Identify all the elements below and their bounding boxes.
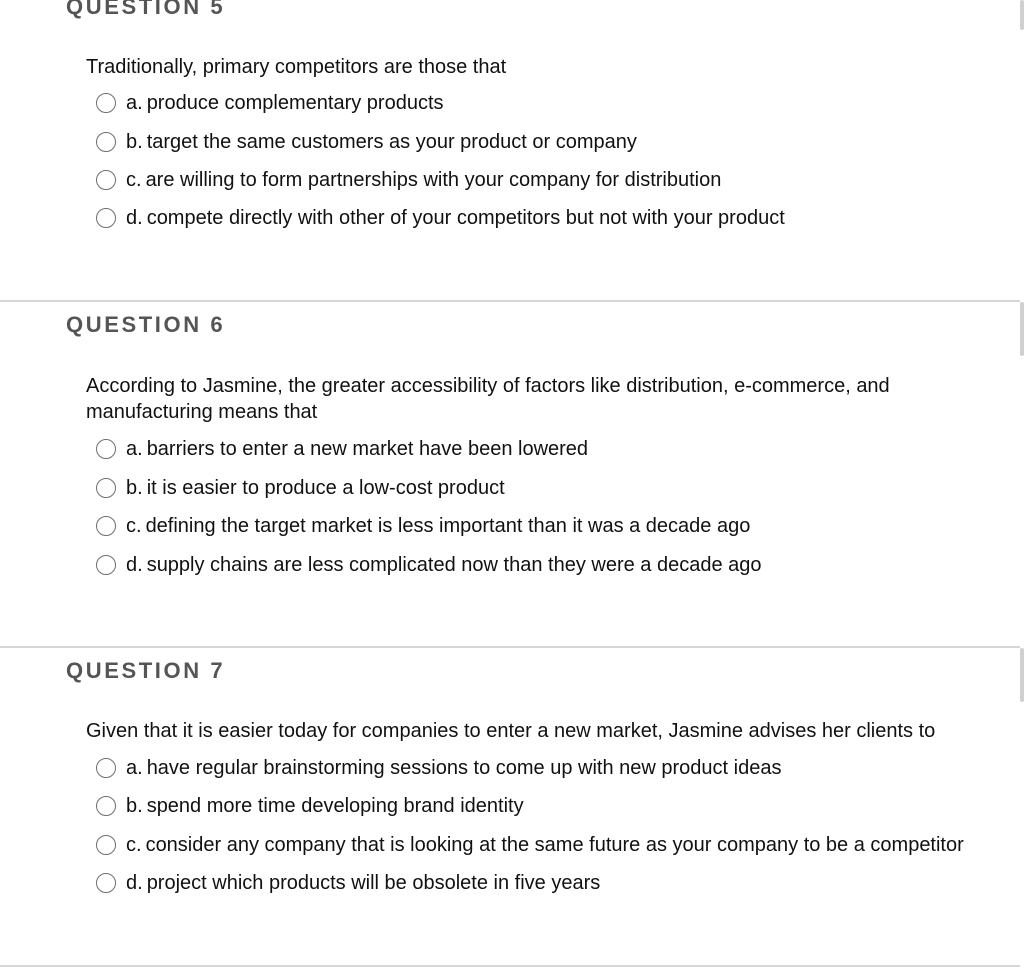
radio-button[interactable] xyxy=(96,93,116,113)
option-letter: b. xyxy=(126,130,143,153)
option-letter: a. xyxy=(126,437,143,460)
option-letter: c. xyxy=(126,514,142,537)
question-6-title: QUESTION 6 xyxy=(66,312,226,337)
question-5-text: Traditionally, primary competitors are those that xyxy=(86,56,507,78)
radio-button[interactable] xyxy=(96,555,116,575)
option-text: are willing to form partnerships with your company for distribution xyxy=(145,168,722,191)
question-7-text: Given that it is easier today for companies to enter a new market, Jasmine advises her clients to xyxy=(86,720,936,742)
question-6-option-a[interactable] xyxy=(96,436,588,462)
question-divider xyxy=(0,965,1020,967)
question-5-option-b[interactable] xyxy=(96,129,637,155)
option-letter: a. xyxy=(126,756,143,779)
radio-button[interactable] xyxy=(96,873,116,893)
option-text: have regular brainstorming sessions to come up with new product ideas xyxy=(146,756,782,779)
option-letter: b. xyxy=(126,794,143,817)
question-6-option-d[interactable] xyxy=(96,552,762,578)
radio-button[interactable] xyxy=(96,835,116,855)
question-6-option-c[interactable] xyxy=(96,513,750,539)
radio-button[interactable] xyxy=(96,516,116,536)
question-6-option-b[interactable] xyxy=(96,475,505,501)
question-5-option-c[interactable] xyxy=(96,167,721,193)
option-letter: c. xyxy=(126,833,142,856)
question-5-option-a[interactable] xyxy=(96,90,444,116)
question-7-option-d[interactable] xyxy=(96,870,600,896)
radio-button[interactable] xyxy=(96,478,116,498)
radio-button[interactable] xyxy=(96,796,116,816)
scroll-edge xyxy=(1020,0,1024,30)
radio-button[interactable] xyxy=(96,132,116,152)
option-letter: a. xyxy=(126,91,143,114)
option-text: target the same customers as your product or company xyxy=(146,130,637,153)
option-text: consider any company that is looking at the same future as your company to be a competitor xyxy=(145,833,964,856)
option-letter: b. xyxy=(126,476,143,499)
question-5-title: QUESTION 5 xyxy=(66,0,226,19)
option-text: defining the target market is less important than it was a decade ago xyxy=(145,514,751,537)
question-5-option-d[interactable] xyxy=(96,205,785,231)
option-text: compete directly with other of your competitors but not with your product xyxy=(146,206,785,229)
option-letter: d. xyxy=(126,206,143,229)
question-7-option-c[interactable] xyxy=(96,832,1024,858)
option-text: produce complementary products xyxy=(146,91,444,114)
scroll-edge xyxy=(1020,648,1024,702)
question-divider xyxy=(0,300,1020,302)
question-divider xyxy=(0,646,1020,648)
scroll-edge xyxy=(1020,302,1024,356)
question-7-option-a[interactable] xyxy=(96,755,781,781)
option-letter: c. xyxy=(126,168,142,191)
option-text: spend more time developing brand identity xyxy=(146,794,524,817)
question-7-option-b[interactable] xyxy=(96,793,524,819)
question-7-title: QUESTION 7 xyxy=(66,658,226,683)
option-letter: d. xyxy=(126,553,143,576)
radio-button[interactable] xyxy=(96,170,116,190)
option-text: supply chains are less complicated now than they were a decade ago xyxy=(146,553,762,576)
radio-button[interactable] xyxy=(96,439,116,459)
option-text: it is easier to produce a low-cost product xyxy=(146,476,505,499)
option-letter: d. xyxy=(126,871,143,894)
option-text: project which products will be obsolete in five years xyxy=(146,871,601,894)
option-text: barriers to enter a new market have been lowered xyxy=(146,437,589,460)
question-6-text: According to Jasmine, the greater accessibility of factors like distribution, e-commerce, and manufacturing means that xyxy=(86,375,890,423)
radio-button[interactable] xyxy=(96,758,116,778)
radio-button[interactable] xyxy=(96,208,116,228)
